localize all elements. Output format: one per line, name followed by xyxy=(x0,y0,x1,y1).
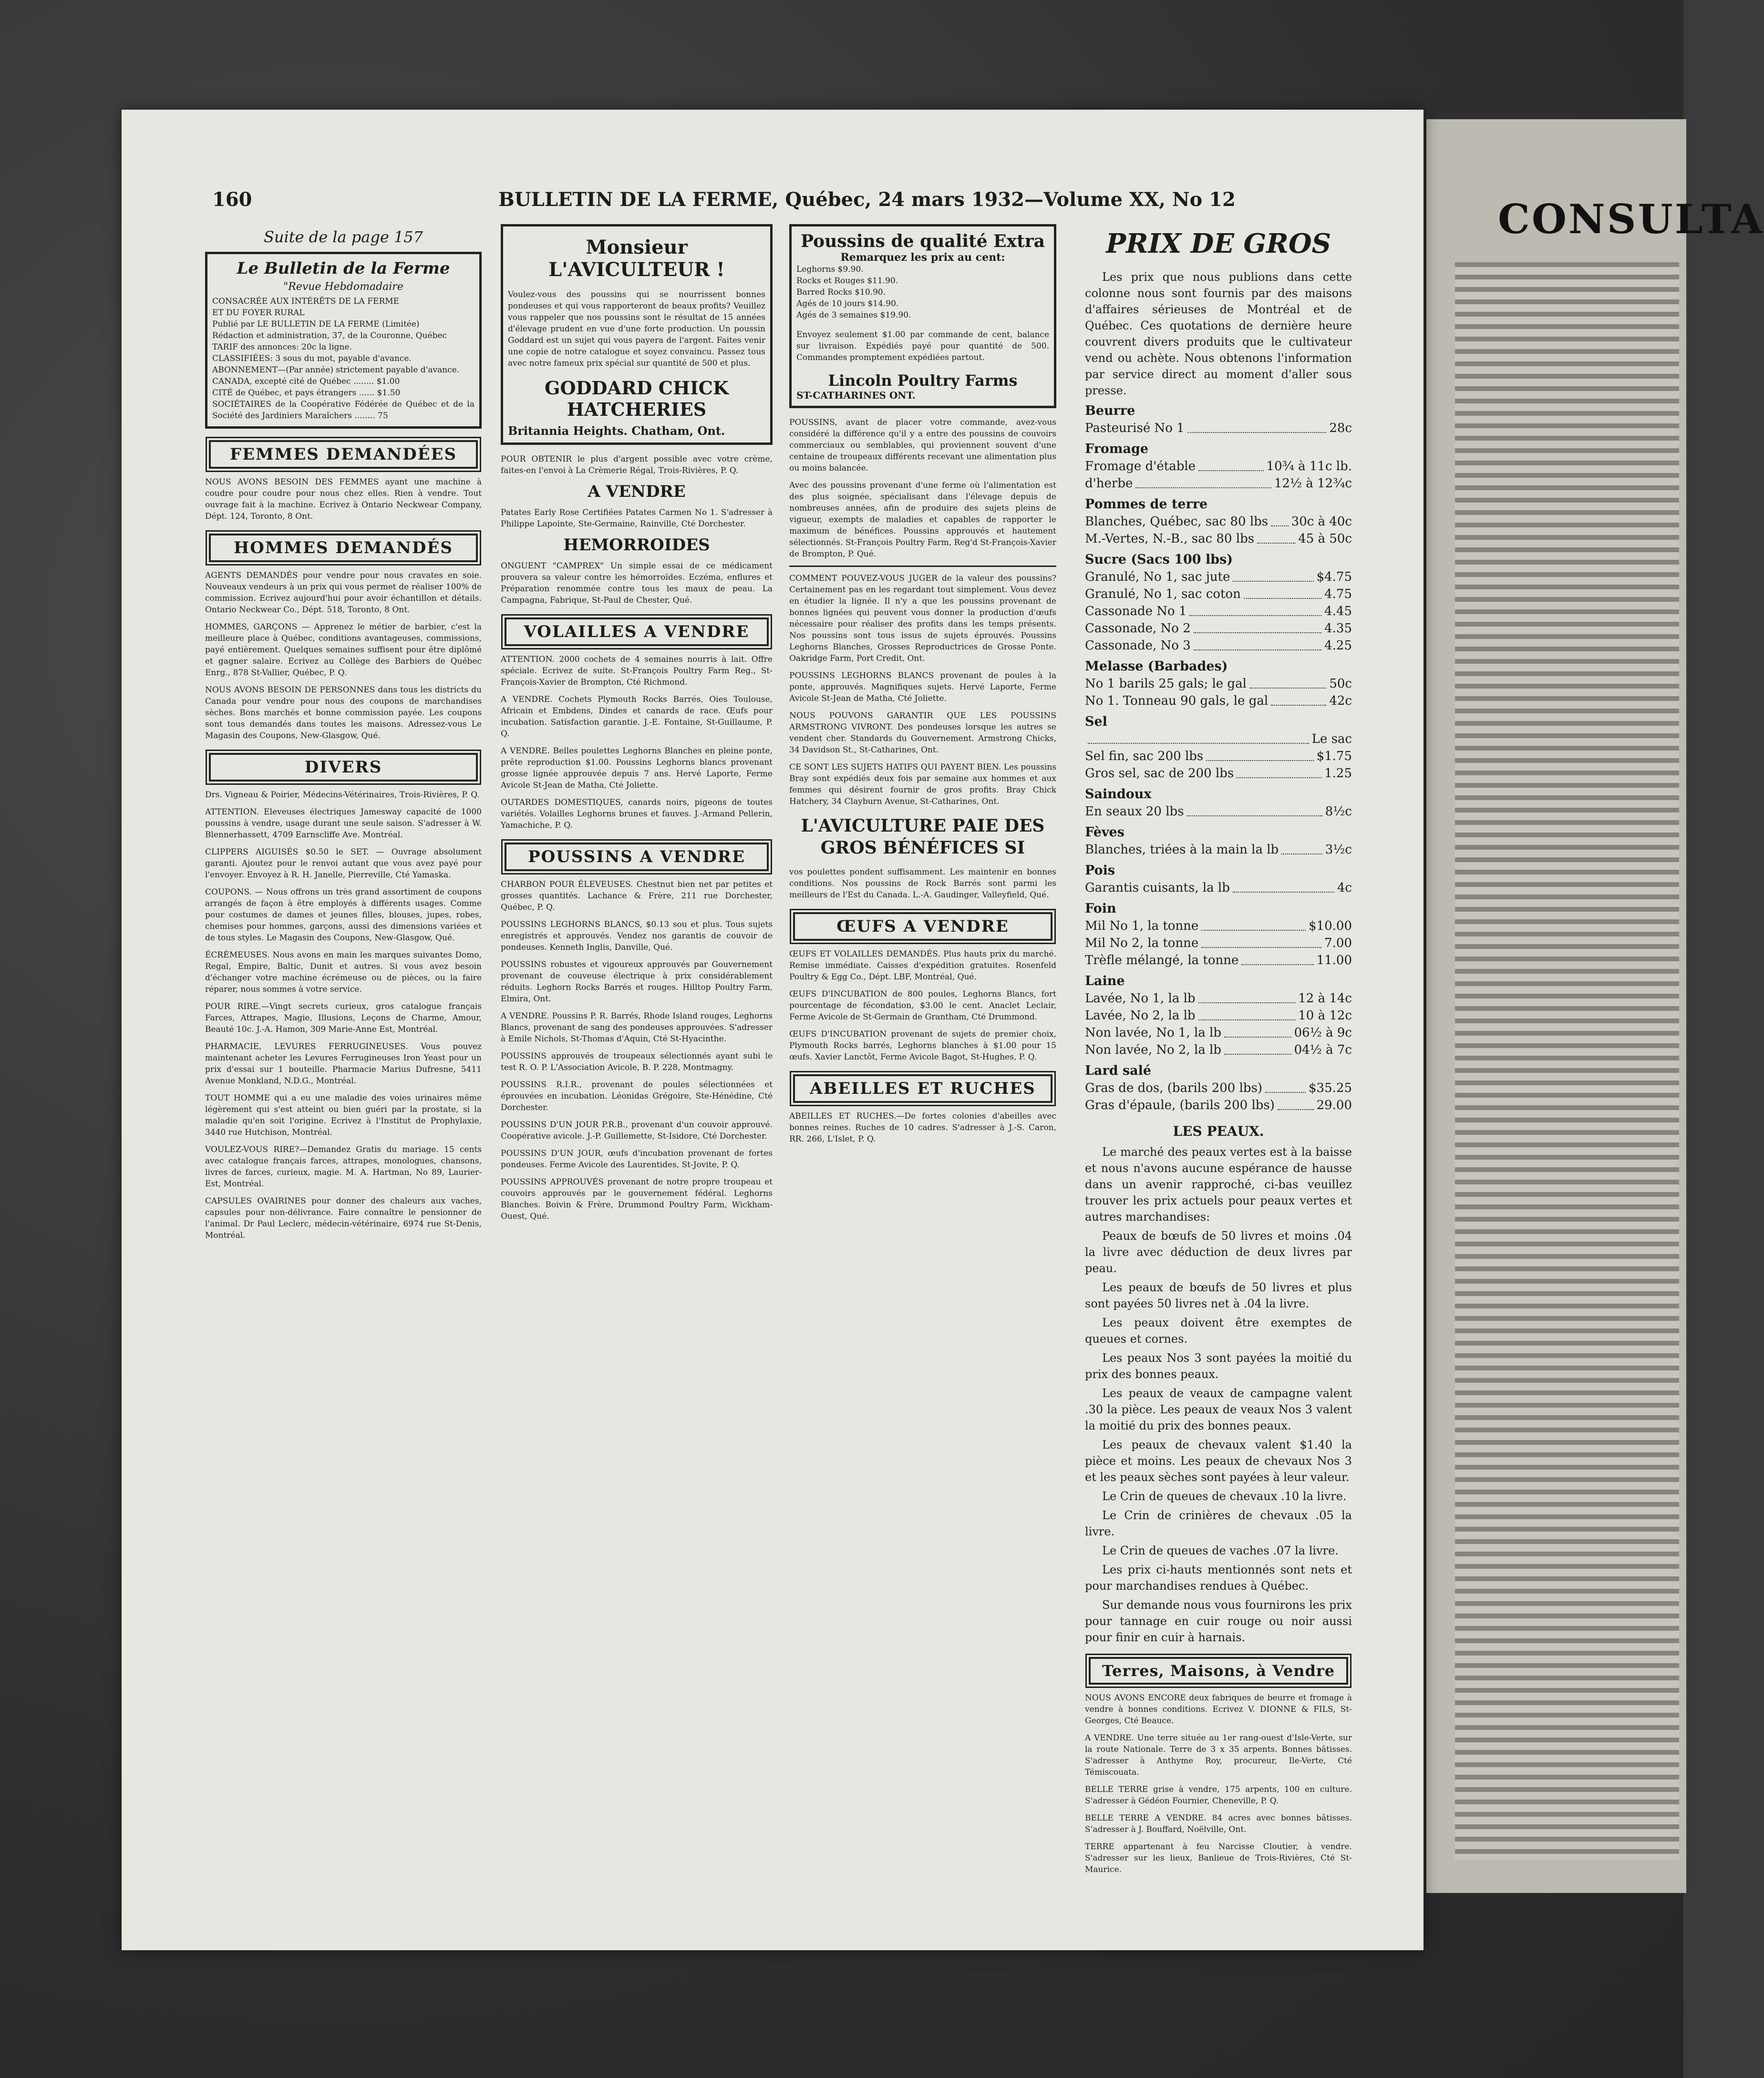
masthead-box xyxy=(205,252,482,429)
ad-title: Poussins de qualité Extra xyxy=(801,231,1045,251)
price-row xyxy=(1085,990,1352,1007)
price-item-value: 12 à 14c xyxy=(1298,991,1352,1006)
classified-ad: A VENDRE. Belles poulettes Leghorns Blanches en pleine ponte, prête reproduction $1.00. Poussins Leghorns blancs provenant grosse lignée approuvée depuis 7 ans. Hervé Laporte, Ferme Avicole St-Jean de Matha, Cté Joliette. xyxy=(501,746,773,790)
masthead-line: CONSACRÉE AUX INTÉRÊTS DE LA FERME xyxy=(212,297,400,306)
classified-ad: POUSSINS D'UN JOUR, œufs d'incubation provenant de fortes pondeuses. Ferme Avicole des Laurentides, St-Jovite, P. Q. xyxy=(501,1149,773,1170)
price-row xyxy=(1085,1041,1352,1059)
price-row xyxy=(1085,952,1352,969)
price-item-value: 45 à 50c xyxy=(1298,532,1352,546)
price-item-label: Cassonade No 1 xyxy=(1085,604,1187,618)
page-title: BULLETIN DE LA FERME, Québec, 24 mars 1932—Volume XX, No 12 xyxy=(498,188,1236,211)
price-item-value: $10.00 xyxy=(1309,919,1352,933)
price-category: Foin xyxy=(1085,901,1116,916)
price-item-label: Granulé, No 1, sac coton xyxy=(1085,587,1241,601)
price-category: Beurre xyxy=(1085,403,1135,418)
leader-dots xyxy=(1198,1002,1296,1003)
classified-ad: POUSSINS, avant de placer votre commande, avez-vous considéré la différence qu'il y a entre des poussins de couvoirs commerciaux ou semblables, qui proviennent souvent d'une centaine de troupeaux différents recevant une alimentation plus ou moins balancée. xyxy=(789,418,1056,473)
leader-dots xyxy=(1249,688,1326,689)
price-row xyxy=(1085,1080,1352,1097)
classified-ad: CE SONT LES SUJETS HATIFS QUI PAYENT BIEN. Les poussins Bray sont expédiés deux fois par semaine aux hommes et aux femmes qui désirent fournir de gros profits. Bray Chick Hatchery, 34 Clayburn Avenue, St-Catharines, Ont. xyxy=(789,762,1056,806)
ad-price-line: Leghorns $9.90. xyxy=(796,265,864,274)
price-item-value: 1.25 xyxy=(1324,766,1352,781)
price-row xyxy=(1085,675,1352,692)
leader-dots xyxy=(1271,525,1289,526)
column-4 xyxy=(1085,224,1352,1881)
section-heading-aviculture: L'AVICULTURE PAIE DES GROS BÉNÉFICES SI xyxy=(801,816,1045,858)
classified-ad: Avec des poussins provenant d'une ferme où l'alimentation est des plus soignée, spécialisant dans l'élevage depuis de nombreuses années, afin de produire des sujets pleins de vigueur, exempts de maladies et capables de rapporter le maximum de bénéfices. Poussins approuvés et hautement sélectionnés. St-François Poultry Farm, Reg'd St-François-Xavier de Brompton, P. Qué. xyxy=(789,481,1056,559)
masthead-line: ABONNEMENT—(Par année) strictement payable d'avance. xyxy=(212,365,460,375)
classified-ad: CAPSULES OVAIRINES pour donner des chaleurs aux vaches, capsules pour non-délivrance. Faire connaître le pensionner de l'animal. Dr Paul Leclerc, médecin-vétérinaire, 6974 rue St-Denis, Montréal. xyxy=(205,1196,482,1240)
price-item-label: Mil No 1, la tonne xyxy=(1085,919,1199,933)
price-item-value: 4.75 xyxy=(1324,587,1352,601)
ad-text: Envoyez seulement $1.00 par commande de cent, balance sur livraison. Expédiés payé pour quantité de 500. Commandes promptement expédiées partout. xyxy=(796,330,1049,362)
section-heading-hommes: HOMMES DEMANDÉS xyxy=(209,534,478,562)
masthead-line: Rédaction et administration, 37, de la Couronne, Québec xyxy=(212,331,447,340)
section-heading-hemorroides: HEMORROIDES xyxy=(563,535,710,555)
leader-dots xyxy=(1244,598,1321,599)
price-row xyxy=(1085,1097,1352,1114)
price-row xyxy=(1085,803,1352,820)
column-2 xyxy=(501,224,773,1228)
price-item-label: Cassonade, No 2 xyxy=(1085,621,1191,636)
leader-dots xyxy=(1194,649,1321,650)
price-item-label: Non lavée, No 1, la lb xyxy=(1085,1026,1221,1040)
price-row xyxy=(1085,568,1352,586)
classified-ad: ÉCRÉMEUSES. Nous avons en main les marques suivantes Domo, Regal, Empire, Baltic, Dunit et autres. Si vous avez besoin d'échanger votre machine écrémeuse ou de pièces, ou la faire réparer, nous sommes à votre service. xyxy=(205,950,482,994)
section-heading-divers: DIVERS xyxy=(209,753,478,782)
classified-ad: POUSSINS approuvés de troupeaux sélectionnés ayant subi le test R. O. P. L'Association Avicole, B. P. 228, Montmagny. xyxy=(501,1051,773,1072)
classified-ad: ŒUFS D'INCUBATION de 800 poules, Leghorns Blancs, fort pourcentage de fécondation, $3.00 le cent. Anaclet Leclair, Ferme Avicole de St-Germain de Grantham, Cté Drummond. xyxy=(789,989,1056,1022)
classified-ad: BELLE TERRE grise à vendre, 175 arpents, 100 en culture. S'adresser à Gédéon Fournier, Cheneville, P. Q. xyxy=(1085,1785,1352,1806)
peaux-paragraph: Le marché des peaux vertes est à la baisse et nous n'avons aucune espérance de hausse dans un avenir rapproché, ci-bas veuillez trouver les prix actuels pour peaux vertes et autres marchandises: xyxy=(1085,1145,1352,1224)
price-item-label: Mil No 2, la tonne xyxy=(1085,936,1199,950)
price-item-value: 50c xyxy=(1329,677,1352,691)
leader-dots xyxy=(1135,487,1271,488)
leader-dots xyxy=(1257,543,1295,544)
price-item-label: Trèfle mélangé, la tonne xyxy=(1085,953,1239,967)
classified-ad: A VENDRE. Poussins P. R. Barrés, Rhode Island rouges, Leghorns Blancs, provenant de sang des pondeuses approuvées. S'adresser à Emile Nichols, St-Thomas d'Aquin, Cté St-Hyacinthe. xyxy=(501,1011,773,1044)
classified-ad: VOULEZ-VOUS RIRE?—Demandez Gratis du mariage. 15 cents avec catalogue français farces, attrapes, monologues, chansons, livres de farces, curieux, magie. M. A. Hartman, No 89, Laurier-Est, Montréal. xyxy=(205,1145,482,1189)
price-item-value: 10 à 12c xyxy=(1298,1008,1352,1023)
classified-ad: POUSSINS LEGHORNS BLANCS provenant de poules à la ponte, approuvés. Magnifiques sujets. Hervé Laporte, Ferme Avicole St-Jean de Matha, Cté Joliette. xyxy=(789,671,1056,703)
classified-ad: COMMENT POUVEZ-VOUS JUGER de la valeur des poussins? Certainement pas en les regardant tout simplement. Vous devez en étudier la lignée. Il n'y a que les poussins provenant de bonnes lignées qui peuvent vous donner la production d'œufs nécessaire pour réaliser des profits dans les temps présents. Nos poussins sont tous issus de sujets éprouvés. Poussins Leghorns Blanches, Grosses Reproductrices de Grosse Ponte. Oakridge Farm, Port Credit, Ont. xyxy=(789,574,1056,663)
classified-ad: HOMMES, GARÇONS — Apprenez le métier de barbier, c'est la meilleure place à Québec, conditions avantageuses, commissions, payé entièrement. Quelques semaines suffisent pour être diplômé et gagner salaire. Ecrivez au Collège des Barbiers de Québec Enrg., 878 St-Vallier, Québec, P. Q. xyxy=(205,622,482,678)
price-row xyxy=(1085,637,1352,654)
classified-ad: NOUS AVONS BESOIN DE PERSONNES dans tous les districts du Canada pour vendre pour nous des coupons de marchandises sèches. Bons marchés et bonne commission payée. Les coupons sont tous demandés dans toutes les maisons. Adressez-vous Le Magasin des Coupons, New-Glasgow, Qué. xyxy=(205,685,482,741)
price-row xyxy=(1085,917,1352,935)
price-item-label: Gros sel, sac de 200 lbs xyxy=(1085,766,1234,781)
price-category: Pommes de terre xyxy=(1085,497,1208,512)
price-item-value: 30c à 40c xyxy=(1291,514,1352,529)
price-item-label: Cassonade, No 3 xyxy=(1085,638,1191,653)
price-row xyxy=(1085,603,1352,620)
classified-ad: PHARMACIE, LEVURES FERRUGINEUSES. Vous pouvez maintenant acheter les Levures Ferrugineuses Iron Yeast pour un prix d'essai sur 1 bouteille. Pharmacie Marius Dufresne, 5411 Avenue Monkland, N.D.G., Montréal. xyxy=(205,1042,482,1086)
leader-dots xyxy=(1233,581,1313,582)
masthead-line: CLASSIFIÉES: 3 sous du mot, payable d'avance. xyxy=(212,354,412,363)
masthead-line: TARIF des annonces: 20c la ligne. xyxy=(212,342,352,352)
price-item-label: Gras d'épaule, (barils 200 lbs) xyxy=(1085,1098,1275,1112)
classified-ad: ŒUFS D'INCUBATION provenant de sujets de premier choix, Plymouth Rocks barrés, Leghorns blanches à $1.00 pour 15 œufs. Xavier Lanctôt, Ferme Avicole Bagot, St-Hughes, P. Q. xyxy=(789,1029,1056,1062)
price-row xyxy=(1085,620,1352,637)
price-item-label: Lavée, No 2, la lb xyxy=(1085,1008,1196,1023)
price-row xyxy=(1085,475,1352,492)
leader-dots xyxy=(1187,432,1327,433)
ad-text: Voulez-vous des poussins qui se nourrissent bonnes pondeuses et qui vous rapporteront de beaux profits? Veuillez vous rappeler que nos poussins sont le résultat de 15 années d'élevage prudent en vue d'une forte production. Un poussin Goddard est un sujet qui vous payera de l'argent. Faites venir une copie de notre catalogue et soyez convaincu. Passez tous avec notre fameux prix spécial sur quantité de 500 et plus. xyxy=(508,290,765,368)
price-item-label: Gras de dos, (barils 200 lbs) xyxy=(1085,1081,1263,1095)
price-item-value: $35.25 xyxy=(1309,1081,1352,1095)
section-heading-peaux: LES PEAUX. xyxy=(1173,1123,1264,1139)
leader-dots xyxy=(1198,1019,1296,1020)
leader-dots xyxy=(1233,892,1334,893)
peaux-paragraph: Sur demande nous vous fournirons les prix pour tannage en cuir rouge ou noir aussi pour finir en cuir à harnais. xyxy=(1085,1598,1352,1644)
price-item-label: Pasteurisé No 1 xyxy=(1085,421,1185,435)
classified-ad: ATTENTION. Eleveuses électriques Jamesway capacité de 1000 poussins à vendre, usage durant une seule saison. S'adresser à W. Blennerhassett, 4709 Earnscliffe Ave. Montréal. xyxy=(205,807,482,840)
leader-dots xyxy=(1198,470,1264,471)
ad-brand: Lincoln Poultry Farms xyxy=(828,371,1018,390)
column-1 xyxy=(205,224,482,1247)
price-item-label: Sel fin, sac 200 lbs xyxy=(1085,749,1204,763)
price-category: Laine xyxy=(1085,974,1125,988)
price-item-value: 42c xyxy=(1329,694,1352,708)
price-item-label: Granulé, No 1, sac jute xyxy=(1085,570,1230,584)
peaux-paragraph: Les peaux de veaux de campagne valent .30 la pièce. Les peaux de veaux Nos 3 valent la moitié du prix des bonnes peaux. xyxy=(1085,1387,1352,1432)
peaux-paragraph: Peaux de bœufs de 50 livres et moins .04 la livre avec déduction de deux livres par peau. xyxy=(1085,1229,1352,1275)
section-heading-femmes: FEMMES DEMANDÉES xyxy=(209,440,478,469)
price-item-value: 11.00 xyxy=(1316,953,1352,967)
leader-dots xyxy=(1206,760,1313,761)
peaux-paragraph: Le Crin de queues de vaches .07 la livre. xyxy=(1102,1544,1339,1557)
classified-ad: COUPONS. — Nous offrons un très grand assortiment de coupons arrangés de façon à être employés à différents usages. Comme pour costumes de dames et jeunes filles, blouses, jupes, robes, chemises pour hommes, garçons, aussi des dimensions variées et de tous styles. Le Magasin des Coupons, New-Glasgow, Qué. xyxy=(205,887,482,943)
classified-ad: TOUT HOMME qui a eu une maladie des voies urinaires même légèrement qui s'est atteint ou bien guéri par la prostate, si la maladie qu'en soit l'origine. Ecrivez à l'Institut de Prophylaxie, 3440 rue Hutchison, Montréal. xyxy=(205,1093,482,1137)
price-item-label: d'herbe xyxy=(1085,476,1133,491)
price-item-value: 3½c xyxy=(1325,843,1352,857)
section-heading-volailles: VOLAILLES A VENDRE xyxy=(505,617,769,646)
price-item-value: $4.75 xyxy=(1316,570,1352,584)
column-3 xyxy=(789,224,1056,1151)
price-category: Fromage xyxy=(1085,442,1149,456)
adjacent-page-text xyxy=(1455,262,1679,1860)
masthead-line: CITÉ de Québec, et pays étrangers ...... $1.50 xyxy=(212,388,401,398)
leader-dots xyxy=(1278,1109,1314,1110)
classified-ad: Patates Early Rose Certifiées Patates Carmen No 1. S'adresser à Philippe Lapointe, Ste-Germaine, Rainville, Cté Dorchester. xyxy=(501,508,773,529)
classified-ad: POUR RIRE.—Vingt secrets curieux, gros catalogue français Farces, Attrapes, Magie, Illusions, Leçons de Charme, Amour, Beauté 10c. J.-A. Hamon, 309 Marie-Anne Est, Montréal. xyxy=(205,1002,482,1034)
price-row xyxy=(1085,879,1352,896)
section-heading-poussins: POUSSINS A VENDRE xyxy=(505,843,769,871)
price-item-value: 04½ à 7c xyxy=(1294,1043,1352,1057)
price-item-value: 12½ à 12¾c xyxy=(1274,476,1352,491)
price-row xyxy=(1085,748,1352,765)
price-item-value: Le sac xyxy=(1311,732,1352,746)
section-heading-oeufs: ŒUFS A VENDRE xyxy=(793,912,1052,941)
leader-dots xyxy=(1271,705,1326,706)
classified-ad: ONGUENT "CAMPREX" Un simple essai de ce médicament prouvera sa valeur contre les hémorroïdes. Eczéma, enflures et Préparation renommée contre tous les maux de peau. La Campagna, Fabrique, St-Paul de Chester, Qué. xyxy=(501,561,773,605)
price-category: Fèves xyxy=(1085,825,1124,840)
price-item-value: 8½c xyxy=(1325,804,1352,819)
price-row xyxy=(1085,765,1352,782)
leader-dots xyxy=(1224,1054,1291,1055)
adjacent-page-heading: CONSULTA xyxy=(1498,195,1764,243)
leader-dots xyxy=(1237,777,1321,778)
price-item-value: 4c xyxy=(1337,881,1352,895)
classified-ad: NOUS AVONS BESOIN DES FEMMES ayant une machine à coudre pour coudre pour nous chez elles. Rien à vendre. Tout ouvrage fait à la machine. Ecrivez à Ontario Neckwear Company, Dépt. 124, Toronto, 8 Ont. xyxy=(205,477,482,521)
price-item-value: $1.75 xyxy=(1316,749,1352,763)
ad-place: ST-CATHARINES ONT. xyxy=(796,390,916,401)
masthead-subtitle: "Revue Hebdomadaire xyxy=(283,281,403,293)
classified-ad: A VENDRE. Une terre située au 1er rang-ouest d'Isle-Verte, sur la route Nationale. Terre de 3 x 35 arpents. Bonnes bâtisses. S'adresser à Anthyme Roy, procureur, Ile-Verte, Cté Témiscouata. xyxy=(1085,1733,1352,1777)
leader-dots xyxy=(1189,615,1321,616)
leader-dots xyxy=(1265,1092,1306,1093)
leader-dots xyxy=(1201,930,1306,931)
price-item-value: 29.00 xyxy=(1316,1098,1352,1112)
classified-ad: OUTARDES DOMESTIQUES, canards noirs, pigeons de toutes variétés. Volailles Leghorns brunes et fauves. J.-Armand Pellerin, Yamachiche, P. Q. xyxy=(501,798,773,830)
classified-ad: POUSSINS LEGHORNS BLANCS, $0.13 sou et plus. Tous sujets enregistrés et approuvés. Vendez nos garantis de couvoir de pondeuses. Kenneth Inglis, Danville, Qué. xyxy=(501,920,773,952)
price-category: Lard salé xyxy=(1085,1063,1152,1078)
leader-dots xyxy=(1187,815,1322,816)
peaux-paragraph: Le Crin de queues de chevaux .10 la livre. xyxy=(1102,1490,1347,1503)
price-row xyxy=(1085,935,1352,952)
price-list xyxy=(1085,402,1352,1114)
price-category: Pois xyxy=(1085,863,1115,878)
classified-ad: ATTENTION. 2000 cochets de 4 semaines nourris à lait. Offre spéciale. Ecrivez de suite. St-François Poultry Farm Reg., St-François-Xavier de Brompton, Cté Richmond. xyxy=(501,655,773,687)
price-category: Melasse (Barbades) xyxy=(1085,659,1228,674)
ad-place: Britannia Heights. Chatham, Ont. xyxy=(508,424,725,438)
price-item-label: Blanches, triées à la main la lb xyxy=(1085,843,1279,857)
price-item-label: No 1. Tonneau 90 gals, le gal xyxy=(1085,694,1269,708)
classified-ad: ABEILLES ET RUCHES.—De fortes colonies d'abeilles avec bonnes reines. Ruches de 10 cadres. S'adresser à J.-S. Caron, RR. 266, L'Islet, P. Q. xyxy=(789,1111,1056,1144)
masthead-line: CANADA, excepté cité de Québec ........ $1.00 xyxy=(212,377,400,386)
price-row xyxy=(1085,1024,1352,1041)
classified-ad: vos poulettes pondent suffisamment. Les maintenir en bonnes conditions. Nos poussins de Rock Barrés sont parmi les meilleurs de l'Est du Canada. L.-A. Gaudinger, Valleyfield, Qué. xyxy=(789,867,1056,900)
classified-ad: CHARBON POUR ÉLEVEUSES. Chestnut bien net par petites et grosses quantités. Lachance & Frère, 211 rue Dorchester, Québec, P. Q. xyxy=(501,880,773,912)
ad-title: Monsieur L'AVICULTEUR ! xyxy=(548,236,725,281)
ad-brand: GODDARD CHICK HATCHERIES xyxy=(545,377,729,420)
price-item-label: Blanches, Québec, sac 80 lbs xyxy=(1085,514,1269,529)
classified-ad: POUR OBTENIR le plus d'argent possible avec votre crème, faites-en l'envoi à La Crèmerie Régal, Trois-Rivières, P. Q. xyxy=(501,454,773,475)
ad-price-line: Barred Rocks $10.90. xyxy=(796,288,886,297)
price-item-value: 06½ à 9c xyxy=(1294,1026,1352,1040)
price-category: Saindoux xyxy=(1085,787,1152,802)
classified-ad: Drs. Vigneau & Poirier, Médecins-Vétérinaires, Trois-Rivières, P. Q. xyxy=(205,790,480,800)
peaux-paragraph: Les peaux Nos 3 sont payées la moitié du prix des bonnes peaux. xyxy=(1085,1351,1352,1381)
leader-dots xyxy=(1241,964,1313,965)
page-header xyxy=(212,188,1333,217)
price-row xyxy=(1085,841,1352,858)
price-item-label: Non lavée, No 2, la lb xyxy=(1085,1043,1221,1057)
newspaper-page xyxy=(122,110,1424,1950)
peaux-paragraph: Les peaux de bœufs de 50 livres et plus sont payées 50 livres net à .04 la livre. xyxy=(1085,1281,1352,1310)
leader-dots xyxy=(1224,1037,1291,1038)
adjacent-page xyxy=(1424,119,1764,1893)
page-number: 160 xyxy=(212,188,252,211)
classified-ad: BELLE TERRE A VENDRE. 84 acres avec bonnes bâtisses. S'adresser à J. Bouffard, Noëlville, Ont. xyxy=(1085,1813,1352,1834)
price-item-label: Fromage d'étable xyxy=(1085,459,1196,473)
price-category: Sel xyxy=(1085,714,1107,729)
goddard-ad xyxy=(501,224,773,445)
price-item-label: No 1 barils 25 gals; le gal xyxy=(1085,677,1247,691)
price-item-value: 7.00 xyxy=(1324,936,1352,950)
leader-dots xyxy=(1088,743,1309,744)
section-heading-avendre: A VENDRE xyxy=(588,482,686,501)
continued-note: Suite de la page 157 xyxy=(263,228,423,246)
price-item-value: 4.45 xyxy=(1324,604,1352,618)
ad-price-line: Agés de 10 jours $14.90. xyxy=(796,299,899,309)
leader-dots xyxy=(1201,947,1321,948)
price-row xyxy=(1085,530,1352,547)
classified-ad: A VENDRE. Cochets Plymouth Rocks Barrés, Oies Toulouse, Africain et Embdens, Dindes et canards de race. Œufs pour incubation. Satisfaction garantie. J.-E. Fontaine, St-Guillaume, P. Q. xyxy=(501,695,773,739)
lincoln-ad xyxy=(789,224,1056,408)
classified-ad: NOUS AVONS ENCORE deux fabriques de beurre et fromage à vendre à bonnes conditions. Ecrivez V. DIONNE & FILS, St-Georges, Cté Beauce. xyxy=(1085,1693,1352,1726)
ad-price-line: Agés de 3 semaines $19.90. xyxy=(796,310,911,320)
section-heading-terres: Terres, Maisons, à Vendre xyxy=(1089,1657,1348,1685)
price-row xyxy=(1085,586,1352,603)
price-row xyxy=(1085,1007,1352,1024)
classified-ad: POUSSINS robustes et vigoureux approuvés par Gouvernement provenant de couveuse électrique à prix considérablement réduits. Leghorn Rocks Barrés et rouges. Hilltop Poultry Farm, Elmira, Ont. xyxy=(501,960,773,1004)
masthead-title: Le Bulletin de la Ferme xyxy=(237,259,450,278)
masthead-line: SOCIÉTAIRES de la Coopérative Fédérée de Québec et de la Société des Jardiniers Maraîchers ........ 75 xyxy=(212,400,475,421)
price-row xyxy=(1085,458,1352,475)
price-row xyxy=(1085,692,1352,710)
classified-ad: POUSSINS D'UN JOUR P.R.B., provenant d'un couvoir approuvé. Coopérative avicole. J.-P. Guillemette, St-Isidore, Cté Dorchester. xyxy=(501,1120,773,1141)
price-item-value: 10¾ à 11c lb. xyxy=(1266,459,1352,473)
classified-ad: POUSSINS APPROUVÉS provenant de notre propre troupeau et couvoirs approuvés par le gouvernement fédéral. Leghorns Blanches. Boivin & Frère, Drummond Poultry Farm, Wickham-Ouest, Qué. xyxy=(501,1177,773,1221)
price-row xyxy=(1085,730,1352,748)
classified-ad: NOUS POUVONS GARANTIR QUE LES POUSSINS ARMSTRONG VIVRONT. Des pondeuses lorsque les autres se vendent cher. Standards du Gouvernement. Armstrong Chicks, 34 Davidson St., St-Catharines, Ont. xyxy=(789,711,1056,755)
ad-price-line: Rocks et Rouges $11.90. xyxy=(796,276,898,286)
classified-ad: CLIPPERS AIGUISÉS $0.50 le SET. — Ouvrage absolument garanti. Ajoutez pour le renvoi autant que vous avez payé pour l'envoyer. Envoyez à R. H. Janelle, Pierreville, Cté Yamaska. xyxy=(205,847,482,880)
price-item-label: M.-Vertes, N.-B., sac 80 lbs xyxy=(1085,532,1255,546)
peaux-paragraph: Les prix ci-hauts mentionnés sont nets et pour marchandises rendues à Québec. xyxy=(1085,1563,1352,1593)
price-row xyxy=(1085,513,1352,530)
price-row xyxy=(1085,420,1352,437)
prices-title: PRIX DE GROS xyxy=(1105,228,1331,259)
price-item-value: 28c xyxy=(1329,421,1352,435)
section-heading-abeilles: ABEILLES ET RUCHES xyxy=(793,1074,1052,1103)
masthead-line: Publié par LE BULLETIN DE LA FERME (Limitée) xyxy=(212,319,420,329)
leader-dots xyxy=(1194,632,1321,633)
price-item-label: Lavée, No 1, la lb xyxy=(1085,991,1196,1006)
peaux-paragraph: Le Crin de crinières de chevaux .05 la livre. xyxy=(1085,1509,1352,1538)
classified-ad: POUSSINS R.I.R., provenant de poules sélectionnées et éprouvées en incubation. Léonidas Grégoire, Ste-Hénédine, Cté Dorchester. xyxy=(501,1080,773,1112)
classified-ad: AGENTS DEMANDÉS pour vendre pour nous cravates en soie. Nouveaux vendeurs à un prix qui vous permet de réaliser 100% de commission. Ecrivez aujourd'hui pour avoir échantillon et détails. Ontario Neckwear Co., Dépt. 518, Toronto, 8 Ont. xyxy=(205,571,482,615)
masthead-line: ET DU FOYER RURAL xyxy=(212,308,305,318)
price-item-label: Garantis cuisants, la lb xyxy=(1085,881,1230,895)
classified-ad: ŒUFS ET VOLAILLES DEMANDÉS. Plus hauts prix du marché. Remise immédiate. Caisses d'expédition gratuites. Rosenfeld Poultry & Egg Co., Dépt. LBF, Montréal, Qué. xyxy=(789,949,1056,982)
peaux-paragraph: Les peaux doivent être exemptes de queues et cornes. xyxy=(1085,1316,1352,1346)
prices-intro: Les prix que nous publions dans cette colonne nous sont fournis par des maisons d'affaires sérieuses de Montréal et de Québec. Ces quotations de dernière heure couvrent divers produits que le cultivateur vend ou achète. Nous obtenons l'information par service direct au moment d'aller sous presse. xyxy=(1085,270,1352,397)
divider xyxy=(789,566,1056,567)
classified-ad: TERRE appartenant à feu Narcisse Cloutier, à vendre. S'adresser sur les lieux, Banlieue de Trois-Rivières, Cté St-Maurice. xyxy=(1085,1842,1352,1874)
price-item-value: 4.35 xyxy=(1324,621,1352,636)
ad-subtitle: Remarquez les prix au cent: xyxy=(840,251,1005,264)
price-item-label: En seaux 20 lbs xyxy=(1085,804,1184,819)
price-category: Sucre (Sacs 100 lbs) xyxy=(1085,552,1233,567)
peaux-paragraph: Les peaux de chevaux valent $1.40 la pièce et moins. Les peaux de chevaux Nos 3 et les peaux sèches sont payées à leur valeur. xyxy=(1085,1438,1352,1484)
price-item-value: 4.25 xyxy=(1324,638,1352,653)
